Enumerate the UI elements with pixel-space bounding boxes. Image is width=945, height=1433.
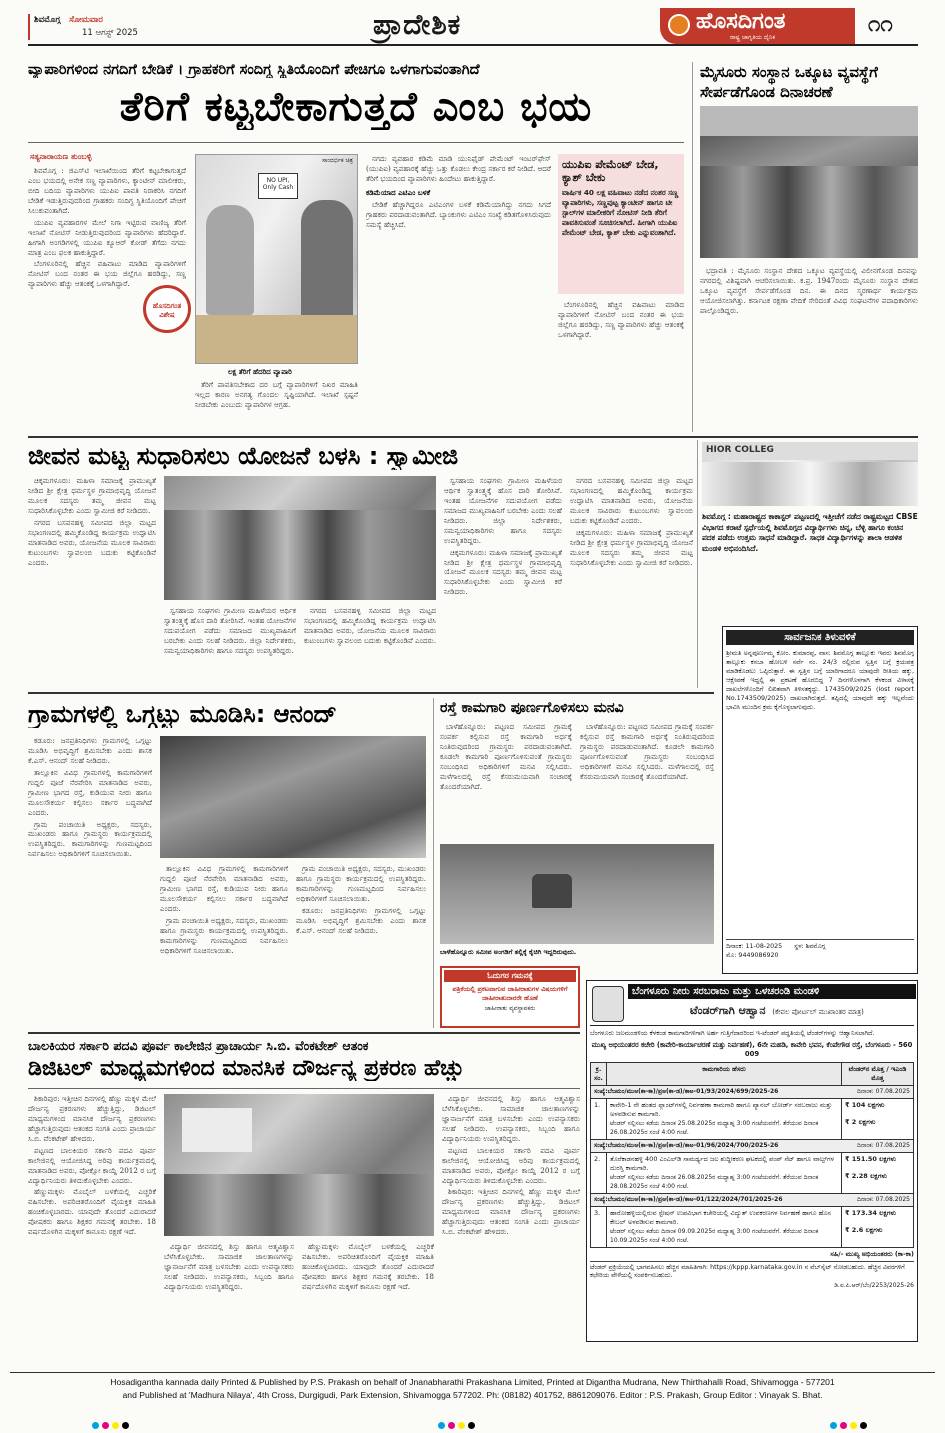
cartoon-officer xyxy=(301,200,353,320)
cyan-dot xyxy=(438,1422,445,1429)
swamiji-para-2: ನಗರದ ಬಸವನಹಳ್ಳಿ ಸಮೀಪದ ಜಿಲ್ಲಾ ಮಟ್ಟದ ಸಭಾಂಗಣದಲ್ಲಿ ಹಮ್ಮಿಕೊಂಡಿದ್ದ ಕಾರ್ಯಕ್ರಮ ಉದ್ಘಾಟಿಸಿ ಮಾತನಾಡಿದ ಅವರು, ಯೋಜನೆಯ ಮೂಲಕ ಸಾವಿರಾರು ಕುಟುಂಬಗಳು ಸ್ವಾವಲಂಬಿ ಬದುಕು ಕಟ್ಟಿಕೊಂಡಿವೆ ಎಂದರು. xyxy=(28,517,156,567)
swamiji-para-3b: ನಗರದ ಬಸವನಹಳ್ಳಿ ಸಮೀಪದ ಜಿಲ್ಲಾ ಮಟ್ಟದ ಸಭಾಂಗಣದಲ್ಲಿ ಹಮ್ಮಿಕೊಂಡಿದ್ದ ಕಾರ್ಯಕ್ರಮ ಉದ್ಘಾಟಿಸಿ ಮಾತನಾಡಿದ ಅವರು, ಯೋಜನೆಯ ಮೂಲಕ ಸಾವಿರಾರು ಕುಟುಂಬಗಳು ಸ್ವಾವಲಂಬಿ ಬದುಕು ಕಟ್ಟಿಕೊಂಡಿವೆ ಎಂದರು. xyxy=(304,606,436,645)
hosadigantha-special-stamp xyxy=(143,285,191,333)
cartoon-caption: ಲಕ್ಷ ತೆರಿಗೆ ಹೆದರಿದ ವ್ಯಾಪಾರಿ xyxy=(228,368,292,376)
anand-para-7: ಕಡೂರು: ಜನಪ್ರತಿನಿಧಿಗಳು ಗ್ರಾಮಗಳಲ್ಲಿ ಒಗ್ಗಟ್ಟು ಮೂಡಿಸಿ ಅಭಿವೃದ್ಧಿಗೆ ಶ್ರಮಿಸಬೇಕು ಎಂದು ಶಾಸಕ ಕೆ.ಎಸ್. ಆನಂದ್ ಸಲಹೆ ನೀಡಿದರು. xyxy=(296,905,426,935)
imprint-line-2: and Published at 'Madhura Nilaya', 4th Cross, Durgigudi, Park Extension, Shivamogga 577202. Ph: (08182) 401752, 8861209076. Editor : P.S. Prakash, Group Editor : Vinayak S. Bhat. xyxy=(122,1390,823,1400)
lead-col4-text: ಬೆಂಗಳೂರಿನಲ್ಲಿ ಹೆಚ್ಚಿನ ವಹಿವಾಟು ಮಾಡಿದ ವ್ಯಾಪಾರಿಗಳಿಗೆ ನೋಟಿಸ್ ಬಂದ ನಂತರ ಈ ಭಯ ಜಿಲ್ಲೆಗೂ ಹರಡಿದ್ದು, ಸಣ್ಣ ವ್ಯಾಪಾರಿಗಳು ಹೆಚ್ಚು ಆತಂಕಕ್ಕೆ ಒಳಗಾಗಿದ್ದಾರೆ. xyxy=(558,300,684,339)
tender-intro: ಬೆಂಗಳೂರು ಜಲಮಂಡಳಿಯ ಕೆಳಕಂಡ ಕಾಮಗಾರಿಗಳಿಗಾಗಿ ಅರ್ಹ ಗುತ್ತಿಗೆದಾರರಿಂದ ಇ-ಟೆಂಡರ್ ಪದ್ಧತಿಯಲ್ಲಿ ಟೆಂಡರ್‌ಗಳನ್ನು ಆಹ್ವಾನಿಸಲಾಗಿದೆ. xyxy=(590,1029,875,1037)
swamiji-para-1: ಚಿಕ್ಕಮಗಳೂರು: ಮಹಿಳಾ ಸಮಾಜಕ್ಕೆ ಪ್ರಾಮುಖ್ಯತೆ ನೀಡಿದ ಶ್ರೀ ಕ್ಷೇತ್ರ ಧರ್ಮಸ್ಥಳ ಗ್ರಾಮಾಭಿವೃದ್ಧಿ ಯೋಜನೆ ಮೂಲಕ ಸದಸ್ಯರು ತಮ್ಮ ಜೀವನ ಮಟ್ಟ ಸುಧಾರಿಸಿಕೊಳ್ಳಬೇಕು ಎಂದು ಸ್ವಾಮೀಜಿ ಕರೆ ನೀಡಿದರು. xyxy=(28,476,156,515)
column-divider xyxy=(433,698,434,1028)
tender-dipr: ಡಿ.ಐ.ಪಿ.ಆರ್/ಬೆಂ/2253/2025-26 xyxy=(834,1281,914,1289)
row-emd: ₹ 2.6 ಲಕ್ಷಗಳು xyxy=(845,1225,883,1234)
digital-para-6: ವಿದ್ಯಾರ್ಥಿ ಜೀವನದಲ್ಲಿ ಶಿಸ್ತು ಹಾಗೂ ಆತ್ಮವಿಶ್ವಾಸ ಬೆಳೆಸಿಕೊಳ್ಳಬೇಕು. ಸಾಮಾಜಿಕ ಜಾಲತಾಣಗಳನ್ನು ಜ್ಞಾನಾರ್ಜನೆಗೆ ಮಾತ್ರ ಬಳಸಬೇಕು ಎಂದು ಉಪನ್ಯಾಸಕರು ಸಲಹೆ ನೀಡಿದರು. ಉಪನ್ಯಾಸಕರು, ಸಿಬ್ಬಂದಿ ಹಾಗೂ ವಿದ್ಯಾರ್ಥಿನಿಯರು ಉಪಸ್ಥಿತರಿದ್ದರು. xyxy=(442,1094,580,1143)
notice-title: ಸಾರ್ವಜನಿಕ ತಿಳುವಳಿಕೆ xyxy=(726,630,914,645)
anand-col-2 xyxy=(160,864,288,1026)
row-amount-text: ₹ 104 ಲಕ್ಷಗಳು xyxy=(845,1100,885,1109)
row-work xyxy=(607,1206,842,1247)
tender-ref: ಸಂಖ್ಯೆ:ಬೆಜಮಂ/ಮುಅ(ಕಾ-ಕಾ)/ಪ್ರಅ(ಕಾ-ಡ)/ಕಾಅ-01/96/2024/700/2025-26 xyxy=(594,1141,779,1149)
karate-photo xyxy=(702,442,918,506)
road-headline: ರಸ್ತೆ ಕಾಮಗಾರಿ ಪೂರ್ಣಗೊಳಿಸಲು ಮನವಿ xyxy=(440,700,624,716)
lead-para-1: ಶಿವಮೊಗ್ಗ : ಜಿಎಸ್‌ಟಿ ಇಲಾಖೆಯಿಂದ ತೆರಿಗೆ ಕಟ್ಟಬೇಕಾಗುತ್ತದೆ ಎಂಬ ಭಯದಲ್ಲಿ ಅನೇಕ ಸಣ್ಣ ವ್ಯಾಪಾರಿಗಳು, ಕ್ಯಾಂಟೀನ್ ಮಾಲೀಕರು, ಬೀದಿ ಬದಿಯ ವ್ಯಾಪಾರಿಗಳು ಯುಪಿಐ ಪಾವತಿ ನಿರಾಕರಿಸಿ ನಗದಿಗೆ ಬೇಡಿಕೆ ಇಡುತ್ತಿರುವುದರಿಂದ ಗ್ರಾಹಕರು ಸಂದಿಗ್ಧ ಸ್ಥಿತಿಯೊಂದಿಗೆ ಪೇಚಿಗೆ ಸಿಲುಕುವಂತಾಗಿದೆ. xyxy=(28,166,186,215)
lead-para-3: ಬೆಂಗಳೂರಿನಲ್ಲಿ ಹೆಚ್ಚಿನ ವಹಿವಾಟು ಮಾಡಿದ ವ್ಯಾಪಾರಿಗಳಿಗೆ ನೋಟಿಸ್ ಬಂದ ನಂತರ ಈ ಭಯ ಜಿಲ್ಲೆಗೂ ಹರಡಿದ್ದು, ಸಣ್ಣ ವ್ಯಾಪಾರಿಗಳು ಹೆಚ್ಚು ಆತಂಕಕ್ಕೆ ಒಳಗಾಗಿದ್ದಾರೆ. xyxy=(28,259,186,289)
digital-col-4 xyxy=(442,1094,580,1364)
tender-title xyxy=(690,1004,864,1018)
lead-col-4 xyxy=(558,300,684,428)
magenta-dot xyxy=(448,1422,455,1429)
digital-story xyxy=(28,1036,580,1366)
yellow-dot xyxy=(112,1422,119,1429)
digital-kicker: ಬಾಲಕಿಯರ ಸರ್ಕಾರಿ ಪದವಿ ಪೂರ್ವ ಕಾಲೇಜಿನ ಪ್ರಾಚಾರ್ಯ ಸಿ.ಬಿ. ವೆಂಕಟೇಶ್ ಆತಂಕ xyxy=(28,1038,369,1053)
yellow-dot xyxy=(850,1422,857,1429)
lead-para-4: ನಗದು ವ್ಯವಹಾರ ಕಡಿಮೆ ಮಾಡಿ ಯುನಿಫೈಡ್ ಪೇಮೆಂಟ್ ಇಂಟರ್‌ಫೇಸ್ (ಯುಪಿಐ) ವ್ಯವಹಾರಕ್ಕೆ ಹೆಚ್ಚು ಒತ್ತು ಕೊಡಲು ಕೇಂದ್ರ ಸರ್ಕಾರ ಕರೆ ನೀಡಿದೆ. ಆದರೆ ತೆರಿಗೆ ಭಯದಿಂದ ವ್ಯಾಪಾರಿಗಳು ಹಿಂದೇಟು ಹಾಕುತ್ತಿದ್ದಾರೆ. xyxy=(366,154,551,183)
swamiji-para-7: ಚಿಕ್ಕಮಗಳೂರು: ಮಹಿಳಾ ಸಮಾಜಕ್ಕೆ ಪ್ರಾಮುಖ್ಯತೆ ನೀಡಿದ ಶ್ರೀ ಕ್ಷೇತ್ರ ಧರ್ಮಸ್ಥಳ ಗ್ರಾಮಾಭಿವೃದ್ಧಿ ಯೋಜನೆ ಮೂಲಕ ಸದಸ್ಯರು ತಮ್ಮ ಜೀವನ ಮಟ್ಟ ಸುಧಾರಿಸಿಕೊಳ್ಳಬೇಕು ಎಂದು ಸ್ವಾಮೀಜಿ ಕರೆ ನೀಡಿದರು. xyxy=(570,527,693,567)
digital-para-3: ಹೆಣ್ಣುಮಕ್ಕಳು ಮೊಬೈಲ್ ಬಳಕೆಯಲ್ಲಿ ಎಚ್ಚರಿಕೆ ವಹಿಸಬೇಕು. ಅಪರಿಚಿತರೊಂದಿಗೆ ವೈಯಕ್ತಿಕ ಮಾಹಿತಿ ಹಂಚಿಕೊಳ್ಳಬಾರದು. ಯಾವುದೇ ತೊಂದರೆ ಎದುರಾದರೆ ಪೋಷಕರು ಹಾಗೂ ಶಿಕ್ಷಕರ ಗಮನಕ್ಕೆ ತರಬೇಕು. 18 ವರ್ಷದೊಳಗಿನ ಮಕ್ಕಳಿಗೆ ಕಾನೂನು ರಕ್ಷಣೆ ಇದೆ. xyxy=(28,1187,156,1237)
swamiji-para-5: ಚಿಕ್ಕಮಗಳೂರು: ಮಹಿಳಾ ಸಮಾಜಕ್ಕೆ ಪ್ರಾಮುಖ್ಯತೆ ನೀಡಿದ ಶ್ರೀ ಕ್ಷೇತ್ರ ಧರ್ಮಸ್ಥಳ ಗ್ರಾಮಾಭಿವೃದ್ಧಿ ಯೋಜನೆ ಮೂಲಕ ಸದಸ್ಯರು ತಮ್ಮ ಜೀವನ ಮಟ್ಟ ಸುಧಾರಿಸಿಕೊಳ್ಳಬೇಕು ಎಂದು ಸ್ವಾಮೀಜಿ ಕರೆ ನೀಡಿದರು. xyxy=(444,547,562,597)
row-deadline: ಟೆಂಡರ್ ಸಲ್ಲಿಸಲು ಕಡೆಯ ದಿನಾಂಕ 09.09.2025ರ ಮಧ್ಯಾಹ್ನ 3:00 ಗಂಟೆಯವರೆಗೆ. ತೆರೆಯುವ ದಿನಾಂಕ 10.09.2025ರ ಸಂಜೆ 4:00 ಗಂಟೆ. xyxy=(610,1227,819,1244)
anand-photo xyxy=(160,736,426,858)
tender-address: ಮುಖ್ಯ ಅಭಿಯಂತರರ ಕಚೇರಿ (ಕಾವೇರಿ-ಕಾರ್ಯಾಚರಣೆ ಮತ್ತು ನಿರ್ವಹಣೆ), 6ನೇ ಮಹಡಿ, ಕಾವೇರಿ ಭವನ, ಕೆಂಪೇಗೌಡ ರಸ್ತೆ, ಬೆಂಗಳೂರು - 560 009 xyxy=(591,1040,913,1058)
dateline-date: 11 ಆಗಸ್ಟ್ 2025 xyxy=(82,28,138,38)
readers-notice-ad xyxy=(440,966,580,1028)
tender-date: ದಿನಾಂಕ: 07.08.2025 xyxy=(857,1087,910,1095)
row-work-text: ತೊರೆಕಾಡನಹಳ್ಳಿ 400 ಎಂಎಲ್‌ಡಿ ಸಾಮರ್ಥ್ಯದ ಜಲ ಶುದ್ಧೀಕರಣ ಘಟಕದಲ್ಲಿ ಪಂಪ್ ಸೆಟ್ ಹಾಗೂ ವಾಲ್ವ್‌ಗಳ ದುರಸ್ತಿ ಕಾಮಗಾರಿ. xyxy=(610,1154,835,1172)
anand-para-6: ಗ್ರಾಮ ಪಂಚಾಯಿತಿ ಅಧ್ಯಕ್ಷರು, ಸದಸ್ಯರು, ಮುಖಂಡರು ಹಾಗೂ ಗ್ರಾಮಸ್ಥರು ಕಾರ್ಯಕ್ರಮದಲ್ಲಿ ಉಪಸ್ಥಿತರಿದ್ದರು. ಕಾಮಗಾರಿಗಳನ್ನು ಗುಣಮಟ್ಟದಿಂದ ನಿರ್ವಹಿಸಲು ಅಧಿಕಾರಿಗಳಿಗೆ ಸೂಚಿಸಲಾಯಿತು. xyxy=(296,864,426,903)
row-no: 2. xyxy=(591,1152,607,1193)
tender-ref-row xyxy=(591,1085,914,1098)
swamiji-para-3a: ಸ್ವಸಹಾಯ ಸಂಘಗಳು ಗ್ರಾಮೀಣ ಮಹಿಳೆಯರ ಆರ್ಥಿಕ ಸ್ವಾತಂತ್ರ್ಯಕ್ಕೆ ಹೊಸ ದಾರಿ ತೋರಿಸಿವೆ. ಇಂತಹ ಯೋಜನೆಗಳ ಸದುಪಯೋಗ ಪಡೆದು ಸಮಾಜದ ಮುಖ್ಯವಾಹಿನಿಗೆ ಬರಬೇಕು ಎಂದು ಸಲಹೆ ನೀಡಿದರು. ಜಿಲ್ಲಾ ನಿರ್ದೇಶಕರು, ಸಮನ್ವಯಾಧಿಕಾರಿಗಳು ಹಾಗೂ ಸದಸ್ಯರು ಉಪಸ್ಥಿತರಿದ್ದರು. xyxy=(164,606,296,655)
column-divider xyxy=(692,62,693,432)
anand-col-1 xyxy=(28,736,152,1026)
yellow-dot xyxy=(458,1422,465,1429)
swamiji-col-1 xyxy=(28,476,156,686)
row-work xyxy=(607,1098,842,1139)
photo-crowd xyxy=(164,510,436,600)
photo-people xyxy=(700,166,918,258)
dateline-day: ಸೋಮವಾರ xyxy=(69,15,103,25)
photo-screen xyxy=(182,1108,252,1152)
digital-para-2: ಪಟ್ಟಣದ ಬಾಲಕಿಯರ ಸರ್ಕಾರಿ ಪದವಿ ಪೂರ್ವ ಕಾಲೇಜಿನಲ್ಲಿ ಆಯೋಜಿಸಿದ್ದ ಅರಿವು ಕಾರ್ಯಕ್ರಮದಲ್ಲಿ ಮಾತನಾಡಿದ ಅವರು, ಪೋಕ್ಸೋ ಕಾಯ್ದೆ 2012 ರ ಬಗ್ಗೆ ವಿದ್ಯಾರ್ಥಿನಿಯರು ತಿಳಿದುಕೊಳ್ಳಬೇಕು ಎಂದರು. xyxy=(28,1145,156,1185)
cartoon-credit: ಸಾಂದರ್ಭಿಕ ಚಿತ್ರ xyxy=(321,157,353,164)
digital-photo xyxy=(164,1094,434,1236)
digital-para-1: ಶಿಕಾರಿಪುರ: ಇತ್ತೀಚಿನ ದಿನಗಳಲ್ಲಿ ಹೆಣ್ಣು ಮಕ್ಕಳ ಮೇಲೆ ದೌರ್ಜನ್ಯ ಪ್ರಕರಣಗಳು ಹೆಚ್ಚುತ್ತಿದ್ದು, ಡಿಜಿಟಲ್ ಮಾಧ್ಯಮಗಳಿಂದ ಮಾನಸಿಕ ದೌರ್ಜನ್ಯ ಪ್ರಕರಣಗಳು ಹೆಚ್ಚಾಗುತ್ತಿರುವುದು ಆತಂಕದ ಸಂಗತಿ ಎಂದು ಪ್ರಾಚಾರ್ಯ ಸಿ.ಬಿ. ವೆಂಕಟೇಶ್ ಹೇಳಿದರು. xyxy=(28,1094,156,1143)
lead-kicker: ವ್ಯಾಪಾರಿಗಳಿಂದ ನಗದಿಗೆ ಬೇಡಿಕೆ । ಗ್ರಾಹಕರಿಗೆ ಸಂದಿಗ್ಧ ಸ್ಥಿತಿಯೊಂದಿಗೆ ಪೇಚಿಗೂ ಒಳಗಾಗುವಂತಾಗಿದೆ xyxy=(28,62,480,78)
dateline-city: ಶಿವಮೊಗ್ಗ xyxy=(34,15,61,25)
road-para-1: ಬಾಳೆಹೊನ್ನೂರು: ಪಟ್ಟಣದ ಸಮೀಪದ ಗ್ರಾಮಕ್ಕೆ ಸಂಪರ್ಕ ಕಲ್ಪಿಸುವ ರಸ್ತೆ ಕಾಮಗಾರಿ ಅರ್ಧಕ್ಕೆ ನಿಂತಿರುವುದರಿಂದ ಗ್ರಾಮಸ್ಥರು ಪರದಾಡುವಂತಾಗಿದೆ. ಕೂಡಲೇ ಕಾಮಗಾರಿ ಪೂರ್ಣಗೊಳಿಸುವಂತೆ ಗ್ರಾಮಸ್ಥರು ಸಂಬಂಧಿಸಿದ ಅಧಿಕಾರಿಗಳಿಗೆ ಮನವಿ ಸಲ್ಲಿಸಿದರು. ಮಳೆಗಾಲದಲ್ಲಿ ರಸ್ತೆ ಕೆಸರುಮಯವಾಗಿ ಸಂಚಾರಕ್ಕೆ ತೊಂದರೆಯಾಗಿದೆ. xyxy=(440,722,572,791)
paper-logo xyxy=(660,8,855,44)
mysore-story xyxy=(700,62,918,432)
road-para-2: ಬಾಳೆಹೊನ್ನೂರು: ಪಟ್ಟಣದ ಸಮೀಪದ ಗ್ರಾಮಕ್ಕೆ ಸಂಪರ್ಕ ಕಲ್ಪಿಸುವ ರಸ್ತೆ ಕಾಮಗಾರಿ ಅರ್ಧಕ್ಕೆ ನಿಂತಿರುವುದರಿಂದ ಗ್ರಾಮಸ್ಥರು ಪರದಾಡುವಂತಾಗಿದೆ. ಕೂಡಲೇ ಕಾಮಗಾರಿ ಪೂರ್ಣಗೊಳಿಸುವಂತೆ ಗ್ರಾಮಸ್ಥರು ಸಂಬಂಧಿಸಿದ ಅಧಿಕಾರಿಗಳಿಗೆ ಮನವಿ ಸಲ್ಲಿಸಿದರು. ಮಳೆಗಾಲದಲ್ಲಿ ರಸ್ತೆ ಕೆಸರುಮಯವಾಗಿ ಸಂಚಾರಕ್ಕೆ ತೊಂದರೆಯಾಗಿದೆ. xyxy=(580,722,714,781)
table-row xyxy=(591,1152,914,1193)
swamiji-story xyxy=(28,440,693,688)
sidebar-body: ವಾರ್ಷಿಕ 40 ಲಕ್ಷ ವಹಿವಾಟು ನಡೆದ ನಂತರ ಸಣ್ಣ ವ್ಯಾಪಾರಿಗಳು, ಸಣ್ಣಪುಟ್ಟ ಕ್ಯಾಂಟೀನ್ ಹಾಗೂ ಟೀ ಸ್ಟಾಲ್‌ಗಳ ಮಾಲೀಕರಿಗೆ ನೋಟಿಸ್ ನೀಡಿ ತೆರಿಗೆ ಪಾವತಿಸುವಂತೆ ಸೂಚಿಸಲಾಗಿದೆ. ಹೀಗಾಗಿ ಯುಪಿಐ ಪೇಮೆಂಟ್ ಬೇಡ, ಕ್ಯಾಶ್ ಬೇಕು ಎನ್ನುವಂತಾಗಿದೆ. xyxy=(562,188,679,237)
anand-para-4: ತಾಲ್ಲೂಕಿನ ವಿವಿಧ ಗ್ರಾಮಗಳಲ್ಲಿ ಕಾಮಗಾರಿಗಳಿಗೆ ಗುದ್ದಲಿ ಪೂಜೆ ನೆರವೇರಿಸಿ ಮಾತನಾಡಿದ ಅವರು, ಗ್ರಾಮೀಣ ಭಾಗದ ರಸ್ತೆ, ಕುಡಿಯುವ ನೀರು ಹಾಗೂ ಮೂಲಸೌಕರ್ಯ ಕಲ್ಪಿಸಲು ಸರ್ಕಾರ ಬದ್ಧವಾಗಿದೆ ಎಂದರು. xyxy=(160,864,288,913)
lead-col-3 xyxy=(366,154,551,428)
column-divider xyxy=(697,440,698,688)
logo-emblem-icon xyxy=(668,14,690,36)
cyan-dot xyxy=(92,1422,99,1429)
road-story xyxy=(440,698,714,960)
paper-tagline: ರಾಷ್ಟ್ರ ಜಾಗೃತಿಯ ದೈನಿಕ xyxy=(730,34,776,41)
karate-banner: HIOR COLLEG xyxy=(702,442,918,460)
anand-story xyxy=(28,698,428,1028)
digital-col-3 xyxy=(302,1242,434,1364)
tender-ref-row xyxy=(591,1193,914,1206)
cartoon-image xyxy=(195,154,358,364)
anand-para-1: ಕಡೂರು: ಜನಪ್ರತಿನಿಧಿಗಳು ಗ್ರಾಮಗಳಲ್ಲಿ ಒಗ್ಗಟ್ಟು ಮೂಡಿಸಿ ಅಭಿವೃದ್ಧಿಗೆ ಶ್ರಮಿಸಬೇಕು ಎಂದು ಶಾಸಕ ಕೆ.ಎಸ್. ಆನಂದ್ ಸಲಹೆ ನೀಡಿದರು. xyxy=(28,736,152,765)
photo-students xyxy=(164,1174,434,1236)
notice-body: ಶ್ರೀಮತಿ ಅನ್ನಪೂರ್ಣಮ್ಮ ಕೋಂ. ಕುಮಾರಪ್ಪ, ವಾಸ: ಶಿವಮೊಗ್ಗ ತಾಲ್ಲೂಕು ಇವರು ಶಿವಮೊಗ್ಗ ತಾಲ್ಲೂಕು ಕಸಬಾ ಹೋಬಳಿ ಸರ್ವೆ ನಂ. 24/3 ರಲ್ಲಿರುವ ಸ್ವತ್ತಿನ ಬಗ್ಗೆ ಕ್ರಯಪತ್ರ ಮಾಡಿಕೊಡಲು ಒಪ್ಪಿರುತ್ತಾರೆ. ಈ ಸ್ವತ್ತಿನ ಬಗ್ಗೆ ಯಾರಿಗಾದರೂ ಯಾವುದೇ ರೀತಿಯ ಹಕ್ಕು, ಆಕ್ಷೇಪಣೆ ಇದ್ದಲ್ಲಿ ಈ ಪ್ರಕಟಣೆ ಹೊರಬಿದ್ದ 7 ದಿನಗಳೊಳಗಾಗಿ ಕೆಳಕಂಡ ವಿಳಾಸಕ್ಕೆ ದಾಖಲೆಗಳೊಂದಿಗೆ ಲಿಖಿತವಾಗಿ ತಿಳಿಸತಕ್ಕದ್ದು. 1743509/2025 (lost report No.1743509/2025) ದಾಖಲಾಗಿರುತ್ತದೆ. ತಪ್ಪಿದಲ್ಲಿ ಯಾವುದೇ ಹಕ್ಕು ಇಲ್ಲವೆಂದು ಭಾವಿಸಿ ಮುಂದಿನ ಕ್ರಮ ಕೈಗೊಳ್ಳಲಾಗುವುದು. xyxy=(726,649,914,711)
row-deadline: ಟೆಂಡರ್ ಸಲ್ಲಿಸಲು ಕಡೆಯ ದಿನಾಂಕ 25.08.2025ರ ಮಧ್ಯಾಹ್ನ 3:00 ಗಂಟೆಯವರೆಗೆ. ತೆರೆಯುವ ದಿನಾಂಕ 26.08.2025ರ ಸಂಜೆ 4:00 ಗಂಟೆ. xyxy=(610,1119,819,1136)
registration-marks-center xyxy=(438,1414,478,1433)
page-number: ೧೧ xyxy=(868,12,893,37)
photo-banner xyxy=(700,106,918,136)
swamiji-col-2 xyxy=(164,606,296,686)
imprint xyxy=(10,1372,935,1406)
cartoon-sign xyxy=(258,173,298,199)
lead-para-5: ತೆರಿಗೆ ಪಾವತಿಸಬೇಕಾದ ದರ ಬಗ್ಗೆ ವ್ಯಾಪಾರಿಗಳಿಗೆ ನಿಖರ ಮಾಹಿತಿ ಇಲ್ಲದ ಕಾರಣ ಅನಗತ್ಯ ಗೊಂದಲ ಸೃಷ್ಟಿಯಾಗಿದೆ. ಇಲಾಖೆ ಸ್ಪಷ್ಟನೆ ನೀಡಬೇಕು ಎಂಬುದು ವ್ಯಾಪಾರಿಗಳ ಆಗ್ರಹ. xyxy=(195,380,358,409)
col-work: ಕಾಮಗಾರಿಯ ಹೆಸರು xyxy=(607,1062,842,1085)
public-notice xyxy=(722,626,918,974)
lead-para-6: ಬೇಡಿಕೆ ಹೆಚ್ಚಾಗಿದ್ದರೂ ಎಟಿಎಂಗಳ ಬಳಕೆ ಕಡಿಮೆಯಾಗಿದ್ದು ನಗದು ಸಿಗದೆ ಗ್ರಾಹಕರು ಪರದಾಡುವಂತಾಗಿದೆ. ಬ್ಯಾಂಕುಗಳು ಎಟಿಎಂ ಸಂಖ್ಯೆ ಕಡಿತಗೊಳಿಸಿರುವುದು ಸಮಸ್ಯೆ ಹೆಚ್ಚಿಸಿದೆ. xyxy=(366,199,551,229)
digital-para-5: ಹೆಣ್ಣುಮಕ್ಕಳು ಮೊಬೈಲ್ ಬಳಕೆಯಲ್ಲಿ ಎಚ್ಚರಿಕೆ ವಹಿಸಬೇಕು. ಅಪರಿಚಿತರೊಂದಿಗೆ ವೈಯಕ್ತಿಕ ಮಾಹಿತಿ ಹಂಚಿಕೊಳ್ಳಬಾರದು. ಯಾವುದೇ ತೊಂದರೆ ಎದುರಾದರೆ ಪೋಷಕರು ಹಾಗೂ ಶಿಕ್ಷಕರ ಗಮನಕ್ಕೆ ತರಬೇಕು. 18 ವರ್ಷದೊಳಗಿನ ಮಕ್ಕಳಿಗೆ ಕಾನೂನು ರಕ್ಷಣೆ ಇದೆ. xyxy=(302,1242,434,1291)
mysore-headline: ಮೈಸೂರು ಸಂಸ್ಥಾನ ಒಕ್ಕೂಟ ವ್ಯವಸ್ಥೆಗೆ ಸೇರ್ಪಡೆಗೊಂಡ ದಿನಾಚರಣೆ xyxy=(700,63,878,101)
row-divider xyxy=(28,436,918,438)
tender-org: ಬೆಂಗಳೂರು ನೀರು ಸರಬರಾಜು ಮತ್ತು ಒಳಚರಂಡಿ ಮಂಡಳಿ xyxy=(628,984,916,999)
magenta-dot xyxy=(840,1422,847,1429)
tender-notice xyxy=(586,980,918,1342)
row-no: 1. xyxy=(591,1098,607,1139)
anand-headline: ಗ್ರಾಮಗಳಲ್ಲಿ ಒಗ್ಗಟ್ಟು ಮೂಡಿಸಿ: ಆನಂದ್ xyxy=(28,700,337,728)
row-amount xyxy=(842,1206,914,1247)
karate-kids xyxy=(702,462,918,506)
digital-col-1 xyxy=(28,1094,156,1364)
road-vehicle xyxy=(532,874,572,908)
divider xyxy=(28,142,684,143)
cyan-dot xyxy=(830,1422,837,1429)
mysore-photo xyxy=(700,106,918,258)
digital-col-2 xyxy=(164,1242,294,1364)
tender-date: ದಿನಾಂಕ: 07.08.2025 xyxy=(857,1141,910,1149)
paper-name: ಹೊಸದಿಗಂತ xyxy=(696,9,786,34)
swamiji-para-4: ಸ್ವಸಹಾಯ ಸಂಘಗಳು ಗ್ರಾಮೀಣ ಮಹಿಳೆಯರ ಆರ್ಥಿಕ ಸ್ವಾತಂತ್ರ್ಯಕ್ಕೆ ಹೊಸ ದಾರಿ ತೋರಿಸಿವೆ. ಇಂತಹ ಯೋಜನೆಗಳ ಸದುಪಯೋಗ ಪಡೆದು ಸಮಾಜದ ಮುಖ್ಯವಾಹಿನಿಗೆ ಬರಬೇಕು ಎಂದು ಸಲಹೆ ನೀಡಿದರು. ಜಿಲ್ಲಾ ನಿರ್ದೇಶಕರು, ಸಮನ್ವಯಾಧಿಕಾರಿಗಳು ಹಾಗೂ ಸದಸ್ಯರು ಉಪಸ್ಥಿತರಿದ್ದರು. xyxy=(444,476,562,545)
swamiji-para-6: ನಗರದ ಬಸವನಹಳ್ಳಿ ಸಮೀಪದ ಜಿಲ್ಲಾ ಮಟ್ಟದ ಸಭಾಂಗಣದಲ್ಲಿ ಹಮ್ಮಿಕೊಂಡಿದ್ದ ಕಾರ್ಯಕ್ರಮ ಉದ್ಘಾಟಿಸಿ ಮಾತನಾಡಿದ ಅವರು, ಯೋಜನೆಯ ಮೂಲಕ ಸಾವಿರಾರು ಕುಟುಂಬಗಳು ಸ್ವಾವಲಂಬಿ ಬದುಕು ಕಟ್ಟಿಕೊಂಡಿವೆ ಎಂದರು. xyxy=(570,476,693,525)
black-dot xyxy=(122,1422,129,1429)
tender-header xyxy=(590,984,914,1026)
tender-ref-row xyxy=(591,1139,914,1152)
row-divider xyxy=(28,1032,580,1034)
tender-signatory: ಸಹಿ/- ಮುಖ್ಯ ಅಭಿಯಂತರರು (ಕಾ-ಕಾ) xyxy=(830,1249,914,1258)
divider xyxy=(28,1088,580,1089)
road-col-2 xyxy=(580,722,714,838)
tender-date: ದಿನಾಂಕ: 07.08.2025 xyxy=(857,1195,910,1203)
registration-marks-left xyxy=(92,1414,132,1433)
notice-date: ದಿನಾಂಕ: 11-08-2025 xyxy=(726,943,783,950)
anand-col-3 xyxy=(296,864,426,1026)
row-no: 3. xyxy=(591,1206,607,1247)
digital-headline: ಡಿಜಿಟಲ್ ಮಾಧ್ಯಮಗಳಿಂದ ಮಾನಸಿಕ ದೌರ್ಜನ್ಯ ಪ್ರಕರಣ ಹೆಚ್ಚು xyxy=(28,1056,465,1081)
anand-para-3: ಗ್ರಾಮ ಪಂಚಾಯಿತಿ ಅಧ್ಯಕ್ಷರು, ಸದಸ್ಯರು, ಮುಖಂಡರು ಹಾಗೂ ಗ್ರಾಮಸ್ಥರು ಕಾರ್ಯಕ್ರಮದಲ್ಲಿ ಉಪಸ್ಥಿತರಿದ್ದರು. ಕಾಮಗಾರಿಗಳನ್ನು ಗುಣಮಟ್ಟದಿಂದ ನಿರ್ವಹಿಸಲು ಅಧಿಕಾರಿಗಳಿಗೆ ಸೂಚಿಸಲಾಯಿತು. xyxy=(28,819,152,859)
karate-caption: ಶಿವಮೊಗ್ಗ : ಮಹಾರಾಷ್ಟ್ರದ ಕಾಕಾಸ್ಟರ್ ಪಟ್ಟಣದಲ್ಲಿ ಇತ್ತೀಚೆಗೆ ನಡೆದ ರಾಷ್ಟ್ರಮಟ್ಟದ CBSE ವಿಭಾಗದ ಕರಾಟೆ ಸ್ಪರ್ಧೆಯಲ್ಲಿ ಶಿವಮೊಗ್ಗದ ವಿದ್ಯಾರ್ಥಿಗಳು ಚಿನ್ನ, ಬೆಳ್ಳಿ ಹಾಗೂ ಕಂಚಿನ ಪದಕ ಪಡೆದು ಉತ್ತಮ ಸಾಧನೆ ಮಾಡಿದ್ದಾರೆ. ಸಾಧಕ ವಿದ್ಯಾರ್ಥಿಗಳನ್ನು ಶಾಲಾ ಆಡಳಿತ ಮಂಡಳಿ ಅಭಿನಂದಿಸಿದೆ. xyxy=(702,512,918,553)
col-no: ಕ್ರ. ಸಂ. xyxy=(591,1062,607,1085)
col-amount: ಟೆಂಡರ್‌ನ ಮೊತ್ತ / ಇಎಂಡಿ ಮೊತ್ತ xyxy=(842,1062,914,1085)
table-row xyxy=(591,1098,914,1139)
road-caption: ಬಾಳೆಹೊನ್ನೂರು ಸಮೀಪ ಅಂಗಡಿಗೆ ತಲ್ಲಿಕ್ಕೆ ಕೈಚಿಗಿ ಇದ್ದದಿರುವುದು. xyxy=(440,948,577,956)
tender-table-header xyxy=(591,1062,914,1085)
upi-sidebar xyxy=(558,154,684,294)
cartoon-sign-text: NO UPI, Only Cash xyxy=(262,177,294,191)
row-work-text: ಹಾರೋಹಳ್ಳಿಯಲ್ಲಿರುವ ಸ್ಟೇಷನ್ ಉಪವಿಭಾಗ ಕಚೇರಿಯಲ್ಲಿ ವಿದ್ಯುತ್ ಉಪಕರಣಗಳ ನಿರ್ವಹಣೆ ಹಾಗೂ ಹೊಸ ಕೇಬಲ್ ಅಳವಡಿಸುವ ಕಾಮಗಾರಿ. xyxy=(610,1208,832,1226)
anand-para-2: ತಾಲ್ಲೂಕಿನ ವಿವಿಧ ಗ್ರಾಮಗಳಲ್ಲಿ ಕಾಮಗಾರಿಗಳಿಗೆ ಗುದ್ದಲಿ ಪೂಜೆ ನೆರವೇರಿಸಿ ಮಾತನಾಡಿದ ಅವರು, ಗ್ರಾಮೀಣ ಭಾಗದ ರಸ್ತೆ, ಕುಡಿಯುವ ನೀರು ಹಾಗೂ ಮೂಲಸೌಕರ್ಯ ಕಲ್ಪಿಸಲು ಸರ್ಕಾರ ಬದ್ಧವಾಗಿದೆ ಎಂದರು. xyxy=(28,767,152,817)
ad-footer: ಜಾಹೀರಾತು ವ್ಯವಸ್ಥಾಪಕರು xyxy=(484,1005,536,1012)
bwssb-emblem-icon xyxy=(592,986,624,1022)
ad-body: ಪತ್ರಿಕೆಯಲ್ಲಿ ಪ್ರಕಟವಾಗುವ ಜಾಹೀರಾತುಗಳ ವಿಷಯಗಳಿಗೆ ಜಾಹೀರಾತುದಾರರೇ ಹೊಣೆ xyxy=(452,985,568,1002)
black-dot xyxy=(860,1422,867,1429)
karate-story xyxy=(702,442,918,624)
tender-title-sub: (ಕೇವಲ ಪೋರ್ಟಲ್ ಮುಖಾಂತರ ಮಾತ್ರ) xyxy=(772,1008,864,1016)
row-work xyxy=(607,1152,842,1193)
table-row xyxy=(591,1206,914,1247)
notice-footer xyxy=(726,939,914,960)
digital-para-4: ವಿದ್ಯಾರ್ಥಿ ಜೀವನದಲ್ಲಿ ಶಿಸ್ತು ಹಾಗೂ ಆತ್ಮವಿಶ್ವಾಸ ಬೆಳೆಸಿಕೊಳ್ಳಬೇಕು. ಸಾಮಾಜಿಕ ಜಾಲತಾಣಗಳನ್ನು ಜ್ಞಾನಾರ್ಜನೆಗೆ ಮಾತ್ರ ಬಳಸಬೇಕು ಎಂದು ಉಪನ್ಯಾಸಕರು ಸಲಹೆ ನೀಡಿದರು. ಉಪನ್ಯಾಸಕರು, ಸಿಬ್ಬಂದಿ ಹಾಗೂ ವಿದ್ಯಾರ್ಥಿನಿಯರು ಉಪಸ್ಥಿತರಿದ್ದರು. xyxy=(164,1242,294,1291)
tender-portal-note: ಟೆಂಡರ್ ಪ್ರಕ್ರಿಯೆಯಲ್ಲಿ ಭಾಗವಹಿಸಲು ಹೆಚ್ಚಿನ ಮಾಹಿತಿಗಾಗಿ: https://kppp.karnataka.gov.in ನ ವೆಬ್‌ಸೈಟ್ ನೋಡಬಹುದು. ಹೆಚ್ಚಿನ ವಿವರಗಳಿಗೆ ಕಛೇರಿಯ ವೇಳೆಯಲ್ಲಿ ಸಂಪರ್ಕಿಸಬಹುದು. xyxy=(590,1261,914,1281)
swamiji-photo xyxy=(164,476,436,600)
lead-col-2 xyxy=(195,380,358,430)
black-dot xyxy=(468,1422,475,1429)
section-title: ಪ್ರಾದೇಶಿಕ xyxy=(373,8,462,41)
swamiji-headline: ಜೀವನ ಮಟ್ಟ ಸುಧಾರಿಸಲು ಯೋಜನೆ ಬಳಸಿ : ಸ್ವಾಮೀಜಿ xyxy=(28,442,459,470)
row-emd: ₹ 2 ಲಕ್ಷಗಳು xyxy=(845,1117,876,1126)
row-divider xyxy=(28,692,714,694)
dateline-box xyxy=(28,14,168,40)
road-col-1 xyxy=(440,722,572,838)
lead-byline: ಸತ್ಯನಾರಾಯಣ ತುಂಬಳ್ಳಿ xyxy=(30,152,92,161)
ad-title: ಓದುಗರ ಗಮನಕ್ಕೆ xyxy=(444,970,576,982)
masthead xyxy=(28,8,918,46)
registration-marks-right xyxy=(830,1414,870,1433)
tender-ref: ಸಂಖ್ಯೆ:ಬೆಜಮಂ/ಮುಅ(ಕಾ-ಕಾ)/ಪ್ರಅ(ಕಾ-ಡ)/ಕಾಅ-01/93/2024/699/2025-26 xyxy=(594,1087,779,1095)
row-amount xyxy=(842,1152,914,1193)
row-work-text: ಕಾವೇರಿ-1 ನೇ ಹಂತದ ಪ್ಲಾಂಟ್‌ಗಳಲ್ಲಿ ನಿರ್ವಹಣಾ ಕಾಮಗಾರಿ ಹಾಗೂ ಪ್ಯಾನಲ್ ಬೋರ್ಡ್ ಸರಬರಾಜು ಮತ್ತು ಅಳವಡಿಸುವ ಕಾಮಗಾರಿ. xyxy=(610,1100,833,1118)
row-amount-text: ₹ 173.34 ಲಕ್ಷಗಳು xyxy=(845,1208,896,1217)
lead-story xyxy=(28,60,684,432)
swamiji-col-3 xyxy=(304,606,436,686)
lead-headline: ತೆರಿಗೆ ಕಟ್ಟಬೇಕಾಗುತ್ತದೆ ಎಂಬ ಭಯ xyxy=(119,84,593,130)
digital-para-8: ಶಿಕಾರಿಪುರ: ಇತ್ತೀಚಿನ ದಿನಗಳಲ್ಲಿ ಹೆಣ್ಣು ಮಕ್ಕಳ ಮೇಲೆ ದೌರ್ಜನ್ಯ ಪ್ರಕರಣಗಳು ಹೆಚ್ಚುತ್ತಿದ್ದು, ಡಿಜಿಟಲ್ ಮಾಧ್ಯಮಗಳಿಂದ ಮಾನಸಿಕ ದೌರ್ಜನ್ಯ ಪ್ರಕರಣಗಳು ಹೆಚ್ಚಾಗುತ್ತಿರುವುದು ಆತಂಕದ ಸಂಗತಿ ಎಂದು ಪ್ರಾಚಾರ್ಯ ಸಿ.ಬಿ. ವೆಂಕಟೇಶ್ ಹೇಳಿದರು. xyxy=(442,1187,580,1237)
anand-para-5: ಗ್ರಾಮ ಪಂಚಾಯಿತಿ ಅಧ್ಯಕ್ಷರು, ಸದಸ್ಯರು, ಮುಖಂಡರು ಹಾಗೂ ಗ್ರಾಮಸ್ಥರು ಕಾರ್ಯಕ್ರಮದಲ್ಲಿ ಉಪಸ್ಥಿತರಿದ್ದರು. ಕಾಮಗಾರಿಗಳನ್ನು ಗುಣಮಟ್ಟದಿಂದ ನಿರ್ವಹಿಸಲು ಅಧಿಕಾರಿಗಳಿಗೆ ಸೂಚಿಸಲಾಯಿತು. xyxy=(160,915,288,955)
mysore-body: ಭದ್ರಾವತಿ : ಮೈಸೂರು ಸಂಸ್ಥಾನ ದೇಶದ ಒಕ್ಕೂಟ ವ್ಯವಸ್ಥೆಯಲ್ಲಿ ವಿಲೀನಗೊಂಡ ದಿನವನ್ನು ನಗರದಲ್ಲಿ ವಿಶಿಷ್ಟವಾಗಿ ಆಚರಿಸಲಾಯಿತು. ಕ.ಪ್ರ. 1947ರಂದು ಮೈಸೂರು ಸಂಸ್ಥಾನ ದೇಶದ ಒಕ್ಕೂಟ ವ್ಯವಸ್ಥೆಗೆ ಸೇರ್ಪಡೆಗೊಂಡ ದಿನ. ಈ ದಿನದ ಸ್ಮರಣಾರ್ಥ ಕಾರ್ಯಕ್ರಮ ಆಯೋಜಿಸಲಾಗಿತ್ತು. ಕರ್ನಾಟಕ ರಕ್ಷಣಾ ವೇದಿಕೆ ಸೇರಿದಂತೆ ವಿವಿಧ ಸಂಘಟನೆಗಳ ಪದಾಧಿಕಾರಿಗಳು ಪಾಲ್ಗೊಂಡಿದ್ದರು. xyxy=(700,266,918,315)
swamiji-col-4 xyxy=(444,476,562,686)
row-emd: ₹ 2.28 ಲಕ್ಷಗಳು xyxy=(845,1171,887,1180)
cartoon-fruit-crate xyxy=(196,315,358,364)
notice-phone: ಮೊ: 9449086920 xyxy=(726,952,779,959)
tender-ref: ಸಂಖ್ಯೆ:ಬೆಜಮಂ/ಮುಅ(ಕಾ-ಕಾ)/ಪ್ರಅ(ಕಾ-ಡ)/ಕಾಅ-01/122/2024/701/2025-26 xyxy=(594,1195,783,1203)
digital-para-7: ಪಟ್ಟಣದ ಬಾಲಕಿಯರ ಸರ್ಕಾರಿ ಪದವಿ ಪೂರ್ವ ಕಾಲೇಜಿನಲ್ಲಿ ಆಯೋಜಿಸಿದ್ದ ಅರಿವು ಕಾರ್ಯಕ್ರಮದಲ್ಲಿ ಮಾತನಾಡಿದ ಅವರು, ಪೋಕ್ಸೋ ಕಾಯ್ದೆ 2012 ರ ಬಗ್ಗೆ ವಿದ್ಯಾರ್ಥಿನಿಯರು ತಿಳಿದುಕೊಳ್ಳಬೇಕು ಎಂದರು. xyxy=(442,1145,580,1185)
tender-title-main: ಟೆಂಡರ್‌ಗಾಗಿ ಆಹ್ವಾನ xyxy=(690,1004,766,1017)
row-deadline: ಟೆಂಡರ್ ಸಲ್ಲಿಸಲು ಕಡೆಯ ದಿನಾಂಕ 26.08.2025ರ ಮಧ್ಯಾಹ್ನ 3:00 ಗಂಟೆಯವರೆಗೆ. ತೆರೆಯುವ ದಿನಾಂಕ 28.08.2025ರ ಸಂಜೆ 4:00 ಗಂಟೆ. xyxy=(610,1173,819,1190)
swamiji-col-5 xyxy=(570,476,693,686)
road-photo xyxy=(440,844,714,944)
tender-table xyxy=(590,1062,914,1248)
stamp-text: ಹೊಸದಿಗಂತ ವಿಶೇಷ xyxy=(152,302,182,319)
cartoon-shopkeeper xyxy=(206,205,254,315)
lead-para-2: ಯುಪಿಐ ವ್ಯವಹಾರಗಳ ಮೇಲೆ ನಿಗಾ ಇಟ್ಟಿರುವ ವಾಣಿಜ್ಯ ತೆರಿಗೆ ಇಲಾಖೆ ನೋಟಿಸ್ ನೀಡುತ್ತಿರುವುದರಿಂದ ವ್ಯಾಪಾರಿಗಳು ಹೆದರಿದ್ದಾರೆ. ಹೀಗಾಗಿ ಅಂಗಡಿಗಳಲ್ಲಿ ಯುಪಿಐ ಕ್ಯೂಆರ್ ಕೋಡ್ ತೆಗೆದು ನಗದು ಮಾತ್ರ ಎಂಬ ಫಲಕ ಹಾಕುತ್ತಿದ್ದಾರೆ. xyxy=(28,217,186,257)
sidebar-title: ಯುಪಿಐ ಪೇಮೆಂಟ್ ಬೇಡ, ಕ್ಯಾಶ್ ಬೇಕು xyxy=(562,158,659,184)
notice-place: ಸ್ಥಳ: ಶಿವಮೊಗ್ಗ xyxy=(794,943,826,950)
row-amount-text: ₹ 151.50 ಲಕ್ಷಗಳು xyxy=(845,1154,896,1163)
imprint-line-1: Hosadigantha kannada daily Printed & Published by P.S. Prakash on behalf of Jnanabharathi Prakashana Limited, Printed at Digantha Mudrana, New Thirthahalli Road, Shivamogga - 577201 xyxy=(110,1377,835,1387)
lead-subhead: ಕಡಿಮೆಯಾದ ಎಟಿಎಂ ಬಳಕೆ xyxy=(366,187,431,197)
row-amount xyxy=(842,1098,914,1139)
magenta-dot xyxy=(102,1422,109,1429)
